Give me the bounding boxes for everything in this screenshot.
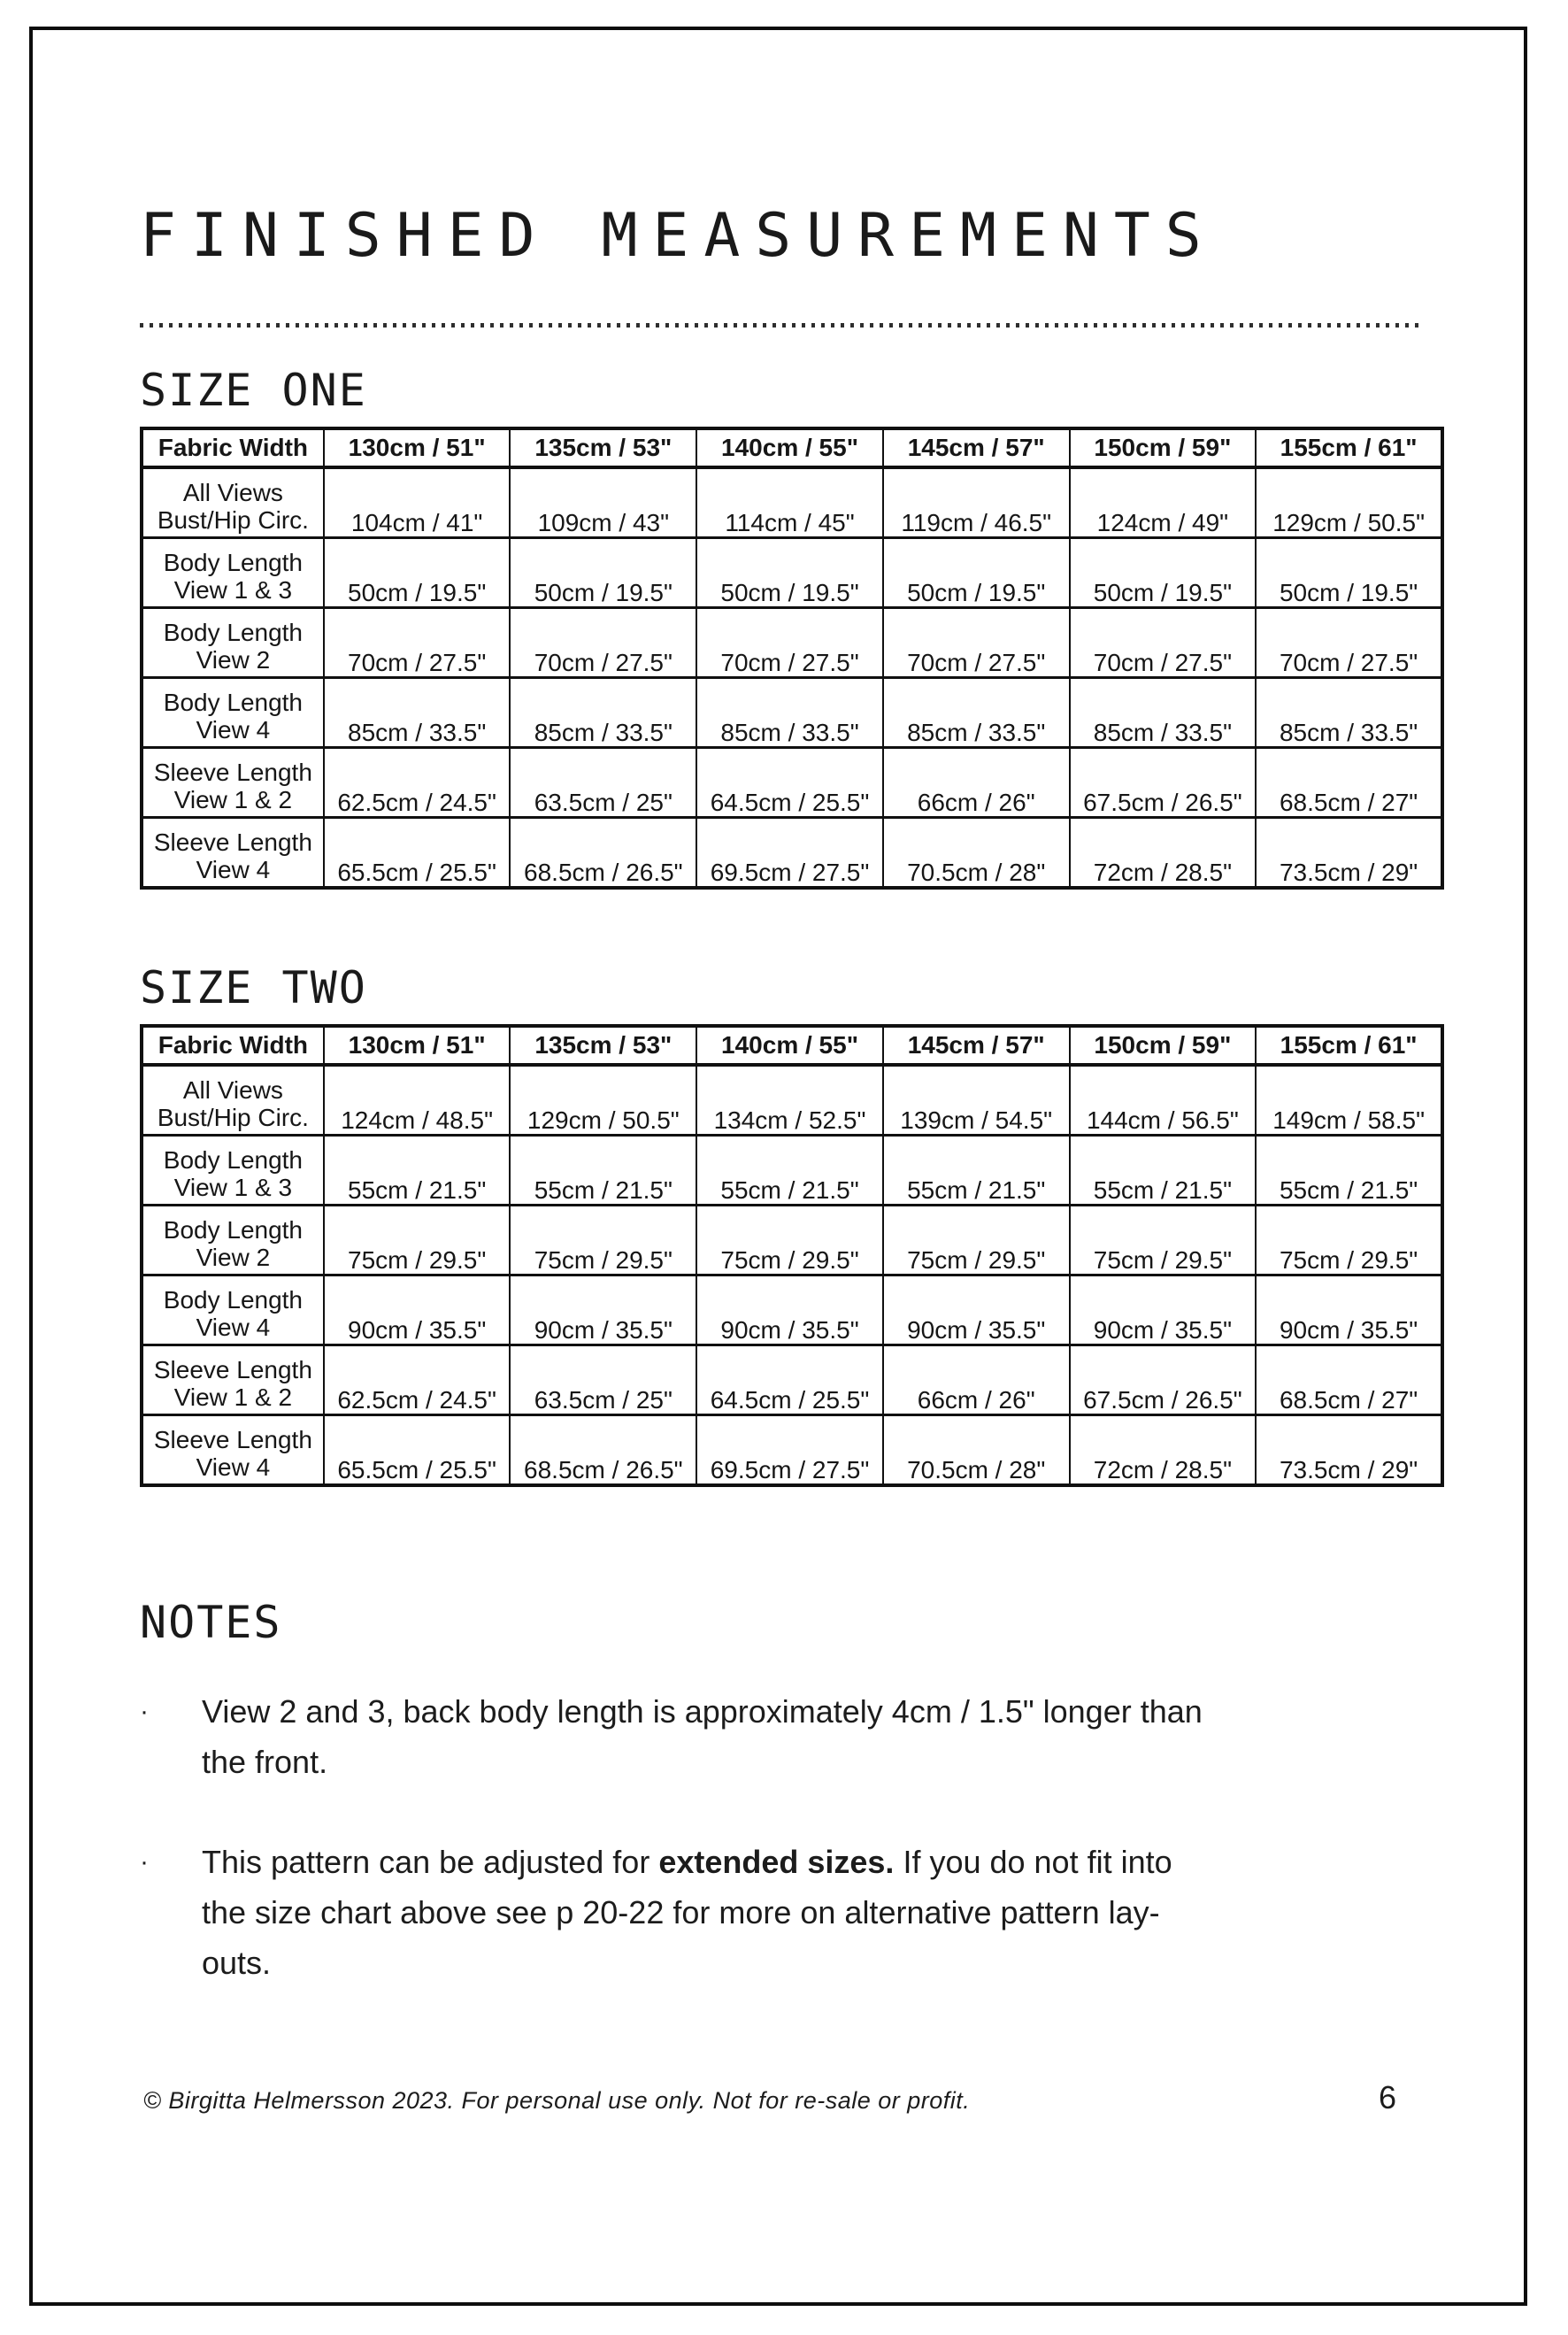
measurement-value-cell: 72cm / 28.5": [1070, 1415, 1257, 1486]
fabric-width-option-cell: 140cm / 55": [696, 1026, 883, 1065]
table-header-row: [142, 428, 1442, 467]
measurement-value-cell: 62.5cm / 24.5": [324, 748, 511, 818]
measurement-value-cell: 73.5cm / 29": [1256, 818, 1442, 889]
measurement-value-cell: 70.5cm / 28": [883, 1415, 1070, 1486]
fabric-width-option-cell: 135cm / 53": [510, 1026, 696, 1065]
measurement-value-cell: 55cm / 21.5": [1070, 1136, 1257, 1206]
measurement-value-cell: 70cm / 27.5": [883, 608, 1070, 678]
measurement-value-cell: 70cm / 27.5": [510, 608, 696, 678]
measurement-value-cell: 70.5cm / 28": [883, 818, 1070, 889]
measurement-value-cell: 50cm / 19.5": [883, 538, 1070, 608]
measurement-value-cell: 129cm / 50.5": [1256, 467, 1442, 538]
table-row: [142, 1345, 1442, 1415]
measurement-value-cell: 75cm / 29.5": [324, 1206, 511, 1275]
table-row: [142, 818, 1442, 889]
measurement-value-cell: 75cm / 29.5": [510, 1206, 696, 1275]
measurement-value-cell: 109cm / 43": [510, 467, 696, 538]
table-row: [142, 1206, 1442, 1275]
measurement-value-cell: 50cm / 19.5": [1256, 538, 1442, 608]
measurement-value-cell: 90cm / 35.5": [1070, 1275, 1257, 1345]
notes-list: [140, 1686, 1444, 1988]
note-text: This pattern can be adjusted for extended sizes. If you do not fit into the size chart above see p 20-22 for more on alternative pattern lay- outs.: [202, 1844, 1172, 1981]
fabric-width-option-cell: 130cm / 51": [324, 1026, 511, 1065]
size-one-heading: SIZE ONE: [140, 365, 367, 416]
measurement-value-cell: 75cm / 29.5": [696, 1206, 883, 1275]
size-two-section: [140, 962, 1444, 1487]
measurement-value-cell: 85cm / 33.5": [696, 678, 883, 748]
row-label-cell: Sleeve Length View 1 & 2: [142, 748, 324, 818]
measurement-value-cell: 50cm / 19.5": [510, 538, 696, 608]
measurement-value-cell: 90cm / 35.5": [510, 1275, 696, 1345]
size-two-table: [140, 1024, 1444, 1487]
measurement-value-cell: 90cm / 35.5": [696, 1275, 883, 1345]
page-footer: [143, 2079, 1441, 2116]
measurement-value-cell: 55cm / 21.5": [883, 1136, 1070, 1206]
notes-heading: NOTES: [140, 1597, 282, 1648]
table-row: [142, 1065, 1442, 1136]
fabric-width-option-cell: 150cm / 59": [1070, 1026, 1257, 1065]
measurement-value-cell: 114cm / 45": [696, 467, 883, 538]
measurement-value-cell: 63.5cm / 25": [510, 748, 696, 818]
table-row: [142, 608, 1442, 678]
measurement-value-cell: 149cm / 58.5": [1256, 1065, 1442, 1136]
measurement-value-cell: 50cm / 19.5": [1070, 538, 1257, 608]
measurement-value-cell: 69.5cm / 27.5": [696, 1415, 883, 1486]
size-one-table: [140, 427, 1444, 890]
measurement-value-cell: 64.5cm / 25.5": [696, 1345, 883, 1415]
table-header-row: [142, 1026, 1442, 1065]
notes-section: [140, 1597, 1444, 1988]
fabric-width-option-cell: 140cm / 55": [696, 428, 883, 467]
row-label-cell: Body Length View 1 & 3: [142, 538, 324, 608]
fabric-width-option-cell: 145cm / 57": [883, 1026, 1070, 1065]
page-border-frame: [29, 27, 1527, 2306]
note-item: [140, 1686, 1444, 1787]
measurement-value-cell: 85cm / 33.5": [1070, 678, 1257, 748]
measurement-value-cell: 63.5cm / 25": [510, 1345, 696, 1415]
measurement-value-cell: 70cm / 27.5": [696, 608, 883, 678]
measurement-value-cell: 68.5cm / 27": [1256, 748, 1442, 818]
measurement-value-cell: 104cm / 41": [324, 467, 511, 538]
row-label-cell: Body Length View 2: [142, 608, 324, 678]
row-label-cell: Body Length View 4: [142, 1275, 324, 1345]
row-label-cell: Sleeve Length View 1 & 2: [142, 1345, 324, 1415]
row-label-cell: All Views Bust/Hip Circ.: [142, 1065, 324, 1136]
fabric-width-option-cell: 155cm / 61": [1256, 1026, 1442, 1065]
measurement-value-cell: 66cm / 26": [883, 748, 1070, 818]
page-number: 6: [1378, 2079, 1396, 2115]
measurement-value-cell: 67.5cm / 26.5": [1070, 1345, 1257, 1415]
dotted-divider: [140, 323, 1421, 328]
measurement-value-cell: 55cm / 21.5": [1256, 1136, 1442, 1206]
measurement-value-cell: 129cm / 50.5": [510, 1065, 696, 1136]
measurement-value-cell: 72cm / 28.5": [1070, 818, 1257, 889]
measurement-value-cell: 85cm / 33.5": [883, 678, 1070, 748]
measurement-value-cell: 75cm / 29.5": [883, 1206, 1070, 1275]
copyright-text: © Birgitta Helmersson 2023. For personal use only. Not for re-sale or profit.: [143, 2087, 971, 2114]
fabric-width-option-cell: 145cm / 57": [883, 428, 1070, 467]
fabric-width-option-cell: 155cm / 61": [1256, 428, 1442, 467]
table-row: [142, 1415, 1442, 1486]
measurement-value-cell: 55cm / 21.5": [696, 1136, 883, 1206]
table-row: [142, 748, 1442, 818]
measurement-value-cell: 144cm / 56.5": [1070, 1065, 1257, 1136]
measurement-value-cell: 62.5cm / 24.5": [324, 1345, 511, 1415]
measurement-value-cell: 70cm / 27.5": [1070, 608, 1257, 678]
bullet-marker: ·: [140, 1697, 149, 1726]
measurement-value-cell: 85cm / 33.5": [1256, 678, 1442, 748]
row-label-cell: Sleeve Length View 4: [142, 1415, 324, 1486]
fabric-width-option-cell: 135cm / 53": [510, 428, 696, 467]
measurement-value-cell: 66cm / 26": [883, 1345, 1070, 1415]
row-label-cell: Body Length View 4: [142, 678, 324, 748]
table-row: [142, 538, 1442, 608]
measurement-value-cell: 90cm / 35.5": [1256, 1275, 1442, 1345]
measurement-value-cell: 55cm / 21.5": [324, 1136, 511, 1206]
row-label-cell: All Views Bust/Hip Circ.: [142, 467, 324, 538]
measurement-value-cell: 119cm / 46.5": [883, 467, 1070, 538]
measurement-value-cell: 90cm / 35.5": [324, 1275, 511, 1345]
row-label-cell: Body Length View 2: [142, 1206, 324, 1275]
measurement-value-cell: 68.5cm / 26.5": [510, 1415, 696, 1486]
row-label-cell: Body Length View 1 & 3: [142, 1136, 324, 1206]
fabric-width-header-cell: Fabric Width: [142, 1026, 324, 1065]
measurement-value-cell: 85cm / 33.5": [324, 678, 511, 748]
measurement-value-cell: 134cm / 52.5": [696, 1065, 883, 1136]
measurement-value-cell: 90cm / 35.5": [883, 1275, 1070, 1345]
measurement-value-cell: 70cm / 27.5": [1256, 608, 1442, 678]
bullet-marker: ·: [140, 1847, 149, 1876]
fabric-width-option-cell: 150cm / 59": [1070, 428, 1257, 467]
measurement-value-cell: 124cm / 48.5": [324, 1065, 511, 1136]
row-label-cell: Sleeve Length View 4: [142, 818, 324, 889]
size-two-heading: SIZE TWO: [140, 962, 367, 1013]
table-row: [142, 467, 1442, 538]
fabric-width-option-cell: 130cm / 51": [324, 428, 511, 467]
note-text: View 2 and 3, back body length is approximately 4cm / 1.5" longer than the front.: [202, 1693, 1203, 1780]
page-title: FINISHED MEASUREMENTS: [140, 201, 1217, 271]
measurement-value-cell: 69.5cm / 27.5": [696, 818, 883, 889]
measurement-value-cell: 64.5cm / 25.5": [696, 748, 883, 818]
note-item: [140, 1837, 1444, 1988]
measurement-value-cell: 75cm / 29.5": [1070, 1206, 1257, 1275]
measurement-value-cell: 85cm / 33.5": [510, 678, 696, 748]
size-one-section: [140, 365, 1444, 890]
measurement-value-cell: 68.5cm / 27": [1256, 1345, 1442, 1415]
measurement-value-cell: 124cm / 49": [1070, 467, 1257, 538]
measurement-value-cell: 68.5cm / 26.5": [510, 818, 696, 889]
table-row: [142, 1275, 1442, 1345]
measurement-value-cell: 50cm / 19.5": [324, 538, 511, 608]
measurement-value-cell: 73.5cm / 29": [1256, 1415, 1442, 1486]
table-row: [142, 1136, 1442, 1206]
measurement-value-cell: 55cm / 21.5": [510, 1136, 696, 1206]
measurement-value-cell: 50cm / 19.5": [696, 538, 883, 608]
measurement-value-cell: 75cm / 29.5": [1256, 1206, 1442, 1275]
measurement-value-cell: 67.5cm / 26.5": [1070, 748, 1257, 818]
table-row: [142, 678, 1442, 748]
measurement-value-cell: 65.5cm / 25.5": [324, 1415, 511, 1486]
measurement-value-cell: 70cm / 27.5": [324, 608, 511, 678]
measurement-value-cell: 65.5cm / 25.5": [324, 818, 511, 889]
fabric-width-header-cell: Fabric Width: [142, 428, 324, 467]
page-content: [33, 30, 1524, 2302]
measurement-value-cell: 139cm / 54.5": [883, 1065, 1070, 1136]
